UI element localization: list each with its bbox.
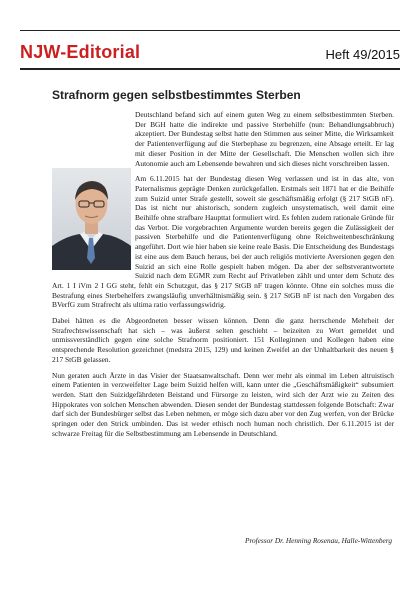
author-portrait (52, 168, 131, 270)
author-signature: Professor Dr. Henning Rosenau, Halle-Wittenberg (244, 536, 392, 545)
paragraph-3: Dabei hätten es die Abgeordneten besser wissen können. Denn die ganz herrschende Mehrheit der Strafrechtswissenschaft hat sich – was äußerst selten geschieht – beizeiten zu Wort gemeldet und unmissverständlich gegen eine solche Strafnorm positioniert. 151 Kolleginnen und Kollegen haben eine entsprechende Resolution gezeichnet (medstra 2015, 129) und keinen Zweifel an der Unhaltbarkeit des neuen § 217 StGB gelassen. (52, 316, 394, 364)
paragraph-1: Deutschland befand sich auf einem guten Weg zu einem selbstbestimmten Sterben. Der BGH hatte die indirekte und passive Sterbehilfe (nun: Behandlungsabbruch) akzeptiert. Der Bundestag selbst hatte den Stimmen aus seiner Mitte, die Wirksamkeit der Patientenverfügung auf die Sterbephase zu begrenzen, eine Absage erteilt. Er lag mit dieser Position in der Mitte der Gesellschaft. Die Menschen wollen sich ihre Autonomie auch am Lebensende bewahren und sich dieses nicht vorschreiben lassen. (135, 110, 394, 168)
top-rule (20, 30, 400, 31)
article-title: Strafnorm gegen selbstbestimmtes Sterben (52, 88, 301, 102)
portrait-image (52, 168, 131, 270)
issue-number: Heft 49/2015 (325, 47, 400, 62)
paragraph-4: Nun geraten auch Ärzte in das Visier der Staatsanwaltschaft. Denn wer mehr als einmal im Leben altruistisch einem Patienten in verzweifelter Lage beim Suizid helfen will, kann unter die „Geschäftsmäßigkeit“ subsumiert werden. Statt den Suizidgefährdeten Beistand und Fürsorge zu leisten, wird sich der Arzt wie zu Zeiten des Hippokrates von solchen Menschen abwenden. Diesen sendet der Bundestag stattdessen folgende Botschaft: Zwar darf sich der Bundesbürger selbst das Leben nehmen, er möge sich dazu aber vor den Zug werfen, von der Brücke springen oder den Strick umbinden. Das ist weder ethisch noch human noch christlich. Der 6.11.2015 ist der schwarze Freitag für die Selbstbestimmung am Lebensende in Deutschland. (52, 370, 394, 438)
journal-brand: NJW-Editorial (20, 42, 141, 62)
article-body (52, 110, 394, 445)
header-rule (20, 68, 400, 70)
paragraph-2: Am 6.11.2015 hat der Bundestag diesen Weg verlassen und ist in das alte, von Paternalismus geprägte Denken zurückgefallen. Erstmals seit 1871 hat er die Beihilfe zum Suizid unter Strafe gestellt, soweit sie geschäftsmäßig erfolgt (§ 217 StGB nF). Das ist nicht nur ahistorisch, sondern zugleich unsystematisch, weil damit eine Beihilfe ohne strafbare Haupttat formuliert wird. Es fehlen zudem rationale Gründe für das Verbot. Die vorgebrachten Argumente wurden bereits gegen die Zulässigkeit der passiven Sterbehilfe und die Patientenverfügung ohne Reichweitenbeschränkung angeführt. Dort wie hier haben sie keine reale Basis. Die Entscheidung des Bundestags ist eine aus dem Bauch heraus, bei der auch religiös motivierte Aversionen gegen den Suizid an sich eine Rolle gespielt haben mögen. Da aber der selbstverantwortete Suizid nach dem EGMR zum Recht auf Privatleben zählt und unter dem Schutz des Art. 1 I iVm 2 I GG steht, fehlt ein Schutzgut, das § 217 StGB nF tragen könnte. Ohne ein solches muss die Bestrafung eines Sterbehelfers zwangsläufig unverhältnismäßig sein. § 217 StGB nF ist nach den Vorgaben des BVerfG zum Strafrecht als ultima ratio verfassungswidrig. (52, 174, 394, 310)
